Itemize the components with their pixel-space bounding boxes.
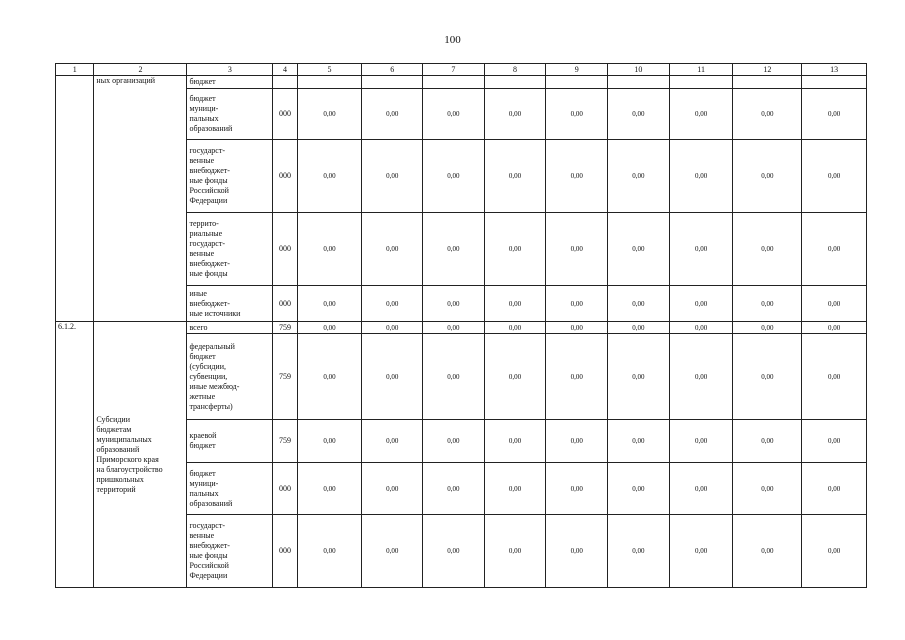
value-cell: [669, 76, 733, 89]
value-cell: [608, 76, 670, 89]
value-cell: 0,00: [484, 463, 546, 515]
value-cell: 0,00: [608, 334, 670, 420]
code-cell: 000: [273, 213, 297, 286]
budget-table: [55, 63, 867, 588]
funding-source-cell: федеральный бюджет (субсидии, субвенции, иные межбюд- жетные трансферты): [187, 334, 273, 420]
value-cell: 0,00: [362, 213, 423, 286]
value-cell: 0,00: [297, 140, 362, 213]
column-header: 13: [802, 64, 867, 76]
value-cell: 0,00: [423, 420, 485, 463]
column-header-row: [56, 64, 867, 76]
table-row: [56, 322, 867, 334]
table-row: [56, 76, 867, 89]
value-cell: 0,00: [802, 515, 867, 588]
value-cell: 0,00: [423, 213, 485, 286]
value-cell: 0,00: [669, 286, 733, 322]
value-cell: 0,00: [362, 140, 423, 213]
value-cell: 0,00: [362, 515, 423, 588]
code-cell: 000: [273, 515, 297, 588]
code-cell: 000: [273, 89, 297, 140]
value-cell: [423, 76, 485, 89]
value-cell: 0,00: [608, 89, 670, 140]
value-cell: 0,00: [423, 334, 485, 420]
value-cell: 0,00: [362, 286, 423, 322]
funding-source-cell: государст- венные внебюджет- ные фонды Российской Федерации: [187, 140, 273, 213]
value-cell: 0,00: [733, 286, 802, 322]
value-cell: 0,00: [802, 322, 867, 334]
program-name-cell: ных организаций: [94, 76, 187, 322]
value-cell: 0,00: [608, 463, 670, 515]
value-cell: 0,00: [484, 420, 546, 463]
value-cell: 0,00: [546, 463, 608, 515]
funding-source-cell: бюджет: [187, 76, 273, 89]
value-cell: 0,00: [733, 213, 802, 286]
program-name-cell: Субсидии бюджетам муниципальных образований Приморского края на благоустройство пришкольных территорий: [94, 322, 187, 588]
value-cell: 0,00: [484, 515, 546, 588]
value-cell: 0,00: [362, 89, 423, 140]
value-cell: 0,00: [802, 140, 867, 213]
column-header: 6: [362, 64, 423, 76]
value-cell: 0,00: [733, 463, 802, 515]
value-cell: 0,00: [297, 515, 362, 588]
page-number: 100: [444, 34, 461, 46]
value-cell: [802, 76, 867, 89]
value-cell: 0,00: [802, 89, 867, 140]
value-cell: 0,00: [802, 213, 867, 286]
funding-source-cell: иные внебюджет- ные источники: [187, 286, 273, 322]
value-cell: 0,00: [669, 140, 733, 213]
value-cell: 0,00: [297, 334, 362, 420]
value-cell: 0,00: [733, 140, 802, 213]
value-cell: 0,00: [546, 334, 608, 420]
value-cell: 0,00: [733, 322, 802, 334]
value-cell: 0,00: [546, 515, 608, 588]
value-cell: 0,00: [423, 89, 485, 140]
column-header: 8: [484, 64, 546, 76]
funding-source-cell: террито- риальные государст- венные внебюджет- ные фонды: [187, 213, 273, 286]
value-cell: 0,00: [423, 286, 485, 322]
value-cell: 0,00: [608, 515, 670, 588]
column-header: 7: [423, 64, 485, 76]
funding-source-cell: бюджет муници- пальных образований: [187, 89, 273, 140]
value-cell: 0,00: [297, 420, 362, 463]
code-cell: 759: [273, 420, 297, 463]
value-cell: 0,00: [669, 89, 733, 140]
value-cell: [484, 76, 546, 89]
row-id-cell: [56, 76, 94, 322]
value-cell: 0,00: [297, 286, 362, 322]
value-cell: 0,00: [669, 420, 733, 463]
funding-source-cell: краевой бюджет: [187, 420, 273, 463]
value-cell: 0,00: [669, 463, 733, 515]
value-cell: 0,00: [669, 213, 733, 286]
column-header: 3: [187, 64, 273, 76]
value-cell: 0,00: [733, 515, 802, 588]
value-cell: 0,00: [297, 89, 362, 140]
value-cell: 0,00: [546, 420, 608, 463]
code-cell: 000: [273, 140, 297, 213]
column-header: 5: [297, 64, 362, 76]
value-cell: 0,00: [669, 515, 733, 588]
value-cell: 0,00: [362, 463, 423, 515]
value-cell: [362, 76, 423, 89]
value-cell: 0,00: [423, 322, 485, 334]
value-cell: 0,00: [802, 286, 867, 322]
column-header: 2: [94, 64, 187, 76]
funding-source-cell: государст- венные внебюджет- ные фонды Российской Федерации: [187, 515, 273, 588]
value-cell: 0,00: [362, 420, 423, 463]
value-cell: [733, 76, 802, 89]
value-cell: 0,00: [297, 213, 362, 286]
value-cell: 0,00: [484, 213, 546, 286]
value-cell: 0,00: [608, 140, 670, 213]
value-cell: [546, 76, 608, 89]
value-cell: 0,00: [546, 89, 608, 140]
value-cell: 0,00: [546, 140, 608, 213]
value-cell: 0,00: [733, 89, 802, 140]
value-cell: 0,00: [423, 463, 485, 515]
value-cell: 0,00: [733, 334, 802, 420]
value-cell: 0,00: [362, 334, 423, 420]
value-cell: 0,00: [608, 420, 670, 463]
value-cell: 0,00: [608, 322, 670, 334]
code-cell: [273, 76, 297, 89]
value-cell: 0,00: [297, 463, 362, 515]
value-cell: [297, 76, 362, 89]
value-cell: 0,00: [423, 515, 485, 588]
column-header: 1: [56, 64, 94, 76]
code-cell: 759: [273, 322, 297, 334]
value-cell: 0,00: [484, 334, 546, 420]
code-cell: 759: [273, 334, 297, 420]
table-body: [56, 76, 867, 588]
value-cell: 0,00: [484, 89, 546, 140]
value-cell: 0,00: [802, 463, 867, 515]
value-cell: 0,00: [484, 322, 546, 334]
row-id-cell: 6.1.2.: [56, 322, 94, 588]
value-cell: 0,00: [546, 322, 608, 334]
value-cell: 0,00: [484, 286, 546, 322]
value-cell: 0,00: [546, 213, 608, 286]
value-cell: 0,00: [484, 140, 546, 213]
value-cell: 0,00: [802, 334, 867, 420]
code-cell: 000: [273, 286, 297, 322]
value-cell: 0,00: [546, 286, 608, 322]
value-cell: 0,00: [669, 322, 733, 334]
funding-source-cell: бюджет муници- пальных образований: [187, 463, 273, 515]
code-cell: 000: [273, 463, 297, 515]
value-cell: 0,00: [802, 420, 867, 463]
funding-source-cell: всего: [187, 322, 273, 334]
value-cell: 0,00: [608, 286, 670, 322]
column-header: 9: [546, 64, 608, 76]
value-cell: 0,00: [608, 213, 670, 286]
column-header: 4: [273, 64, 297, 76]
value-cell: 0,00: [733, 420, 802, 463]
value-cell: 0,00: [669, 334, 733, 420]
value-cell: 0,00: [297, 322, 362, 334]
column-header: 11: [669, 64, 733, 76]
column-header: 10: [608, 64, 670, 76]
value-cell: 0,00: [423, 140, 485, 213]
value-cell: 0,00: [362, 322, 423, 334]
column-header: 12: [733, 64, 802, 76]
